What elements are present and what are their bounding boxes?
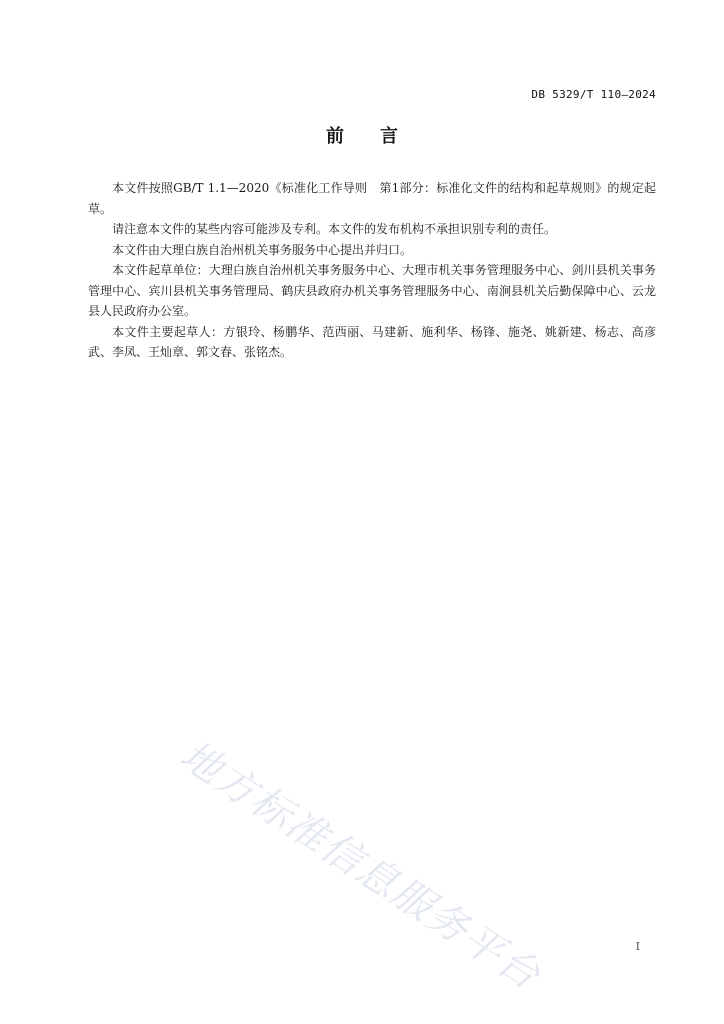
- title-char-2: 言: [380, 126, 398, 147]
- page-title: [0, 122, 724, 148]
- title-char-1: 前: [326, 126, 344, 147]
- page-number: I: [635, 940, 640, 953]
- paragraph-patent-notice: 请注意本文件的某些内容可能涉及专利。本文件的发布机构不承担识别专利的责任。: [112, 222, 557, 236]
- foreword-body: [88, 178, 656, 363]
- paragraph-proposer: 本文件由大理白族自治州机关事务服务中心提出并归口。: [112, 242, 413, 257]
- paragraph-drafters: 本文件主要起草人：方银玲、杨鹏华、范西丽、马建新、施利华、杨锋、施尧、姚新建、杨志、高彦武、李凤、王灿章、郭文春、张铭杰。: [88, 324, 656, 359]
- document-code: DB 5329/T 110—2024: [531, 88, 656, 101]
- watermark: 地方标准信息服务平台: [171, 732, 549, 1000]
- paragraph-drafting-rules: 本文件按照GB/T 1.1—2020《标准化工作导则 第1部分：标准化文件的结构和起草规则》的规定起草。: [88, 181, 656, 216]
- paragraph-drafting-units: 本文件起草单位：大理白族自治州机关事务服务中心、大理市机关事务管理服务中心、剑川县机关事务管理中心、宾川县机关事务管理局、鹤庆县政府办机关事务管理服务中心、南涧县机关后勤保障中心、云龙县人民政府办公室。: [88, 263, 656, 318]
